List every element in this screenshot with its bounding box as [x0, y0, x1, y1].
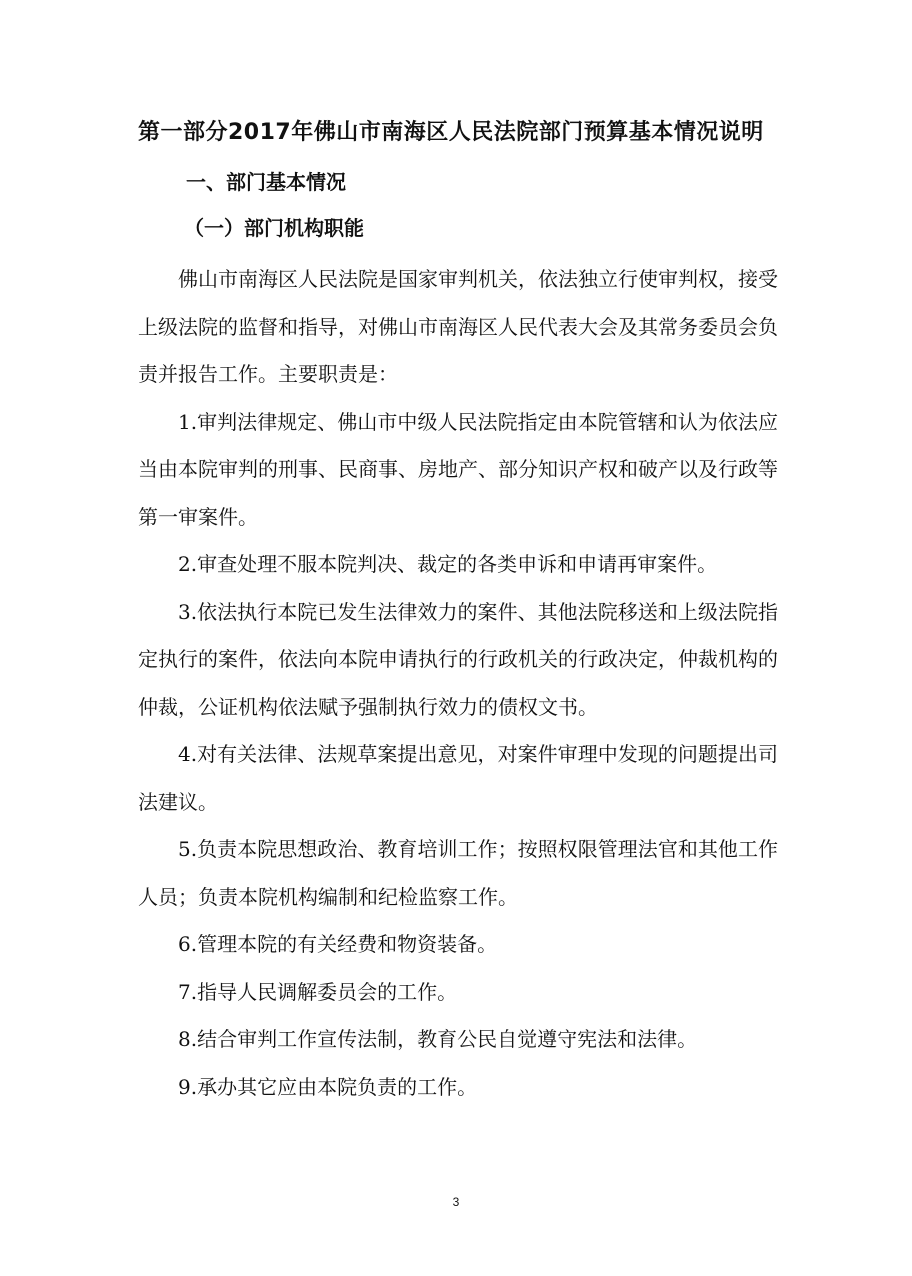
- page-number: 3: [452, 1195, 460, 1209]
- paragraph-duty-5: 5.负责本院思想政治、教育培训工作；按照权限管理法官和其他工作人员；负责本院机构编制和纪检监察工作。: [138, 837, 778, 909]
- paragraph-duty-3: 3.依法执行本院已发生法律效力的案件、其他法院移送和上级法院指定执行的案件，依法向本院申请执行的行政机关的行政决定，仲裁机构的仲裁，公证机构依法赋予强制执行效力的债权文书。: [138, 599, 778, 719]
- paragraph-intro: 佛山市南海区人民法院是国家审判机关，依法独立行使审判权，接受上级法院的监督和指导，对佛山市南海区人民代表大会及其常务委员会负责并报告工作。主要职责是：: [138, 267, 778, 386]
- paragraph-duty-1: 1.审判法律规定、佛山市中级人民法院指定由本院管辖和认为依法应当由本院审判的刑事、民商事、房地产、部分知识产权和破产以及行政等第一审案件。: [138, 409, 778, 529]
- paragraph-duty-4: 4.对有关法律、法规草案提出意见，对案件审理中发现的问题提出司法建议。: [138, 742, 778, 814]
- paragraph-duty-6: 6.管理本院的有关经费和物资装备。: [178, 932, 498, 956]
- section-heading: 一、部门基本情况: [186, 170, 346, 194]
- paragraph-duty-2: 2.审查处理不服本院判决、裁定的各类申诉和申请再审案件。: [178, 552, 718, 576]
- document-title: 第一部分2017年佛山市南海区人民法院部门预算基本情况说明: [138, 120, 764, 145]
- paragraph-duty-9: 9.承办其它应由本院负责的工作。: [178, 1074, 478, 1099]
- subsection-heading: （一）部门机构职能: [184, 216, 364, 240]
- body-text: [138, 256, 778, 1111]
- paragraph-duty-8: 8.结合审判工作宣传法制，教育公民自觉遵守宪法和法律。: [178, 1027, 698, 1051]
- paragraph-duty-7: 7.指导人民调解委员会的工作。: [178, 979, 458, 1004]
